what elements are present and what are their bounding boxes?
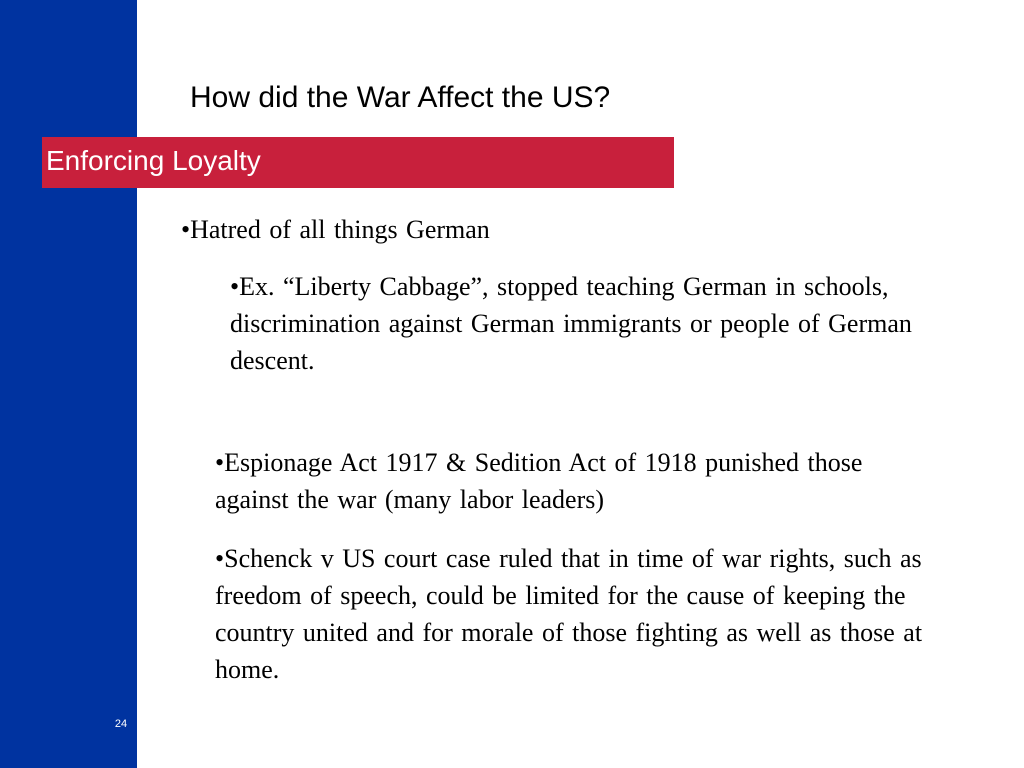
bullet-text: Hatred of all things German: [190, 215, 490, 244]
bullet-schenck-v-us: [215, 540, 960, 688]
bullet-marker: •: [215, 448, 225, 477]
bullet-text: Espionage Act 1917 & Sedition Act of 1918 punished those against the war (many labor leaders): [215, 448, 863, 514]
bullet-marker: •: [181, 215, 191, 244]
slide-title: How did the War Affect the US?: [190, 81, 611, 114]
bullet-marker: •: [215, 544, 225, 573]
section-banner: [42, 137, 674, 188]
bullet-hatred-german: [181, 211, 781, 248]
section-label: Enforcing Loyalty: [46, 145, 261, 176]
page-number: 24: [114, 718, 128, 730]
bullet-liberty-cabbage-example: [230, 268, 930, 379]
left-sidebar: [0, 0, 137, 768]
bullet-text: Schenck v US court case ruled that in time of war rights, such as freedom of speech, could be limited for the cause of keeping the country united and for morale of those fighting as well as those at home.: [215, 544, 923, 684]
bullet-espionage-sedition-acts: [215, 444, 935, 518]
bullet-text: Ex. “Liberty Cabbage”, stopped teaching German in schools, discrimination against German immigrants or people of German descent.: [230, 272, 912, 375]
bullet-marker: •: [230, 272, 240, 301]
